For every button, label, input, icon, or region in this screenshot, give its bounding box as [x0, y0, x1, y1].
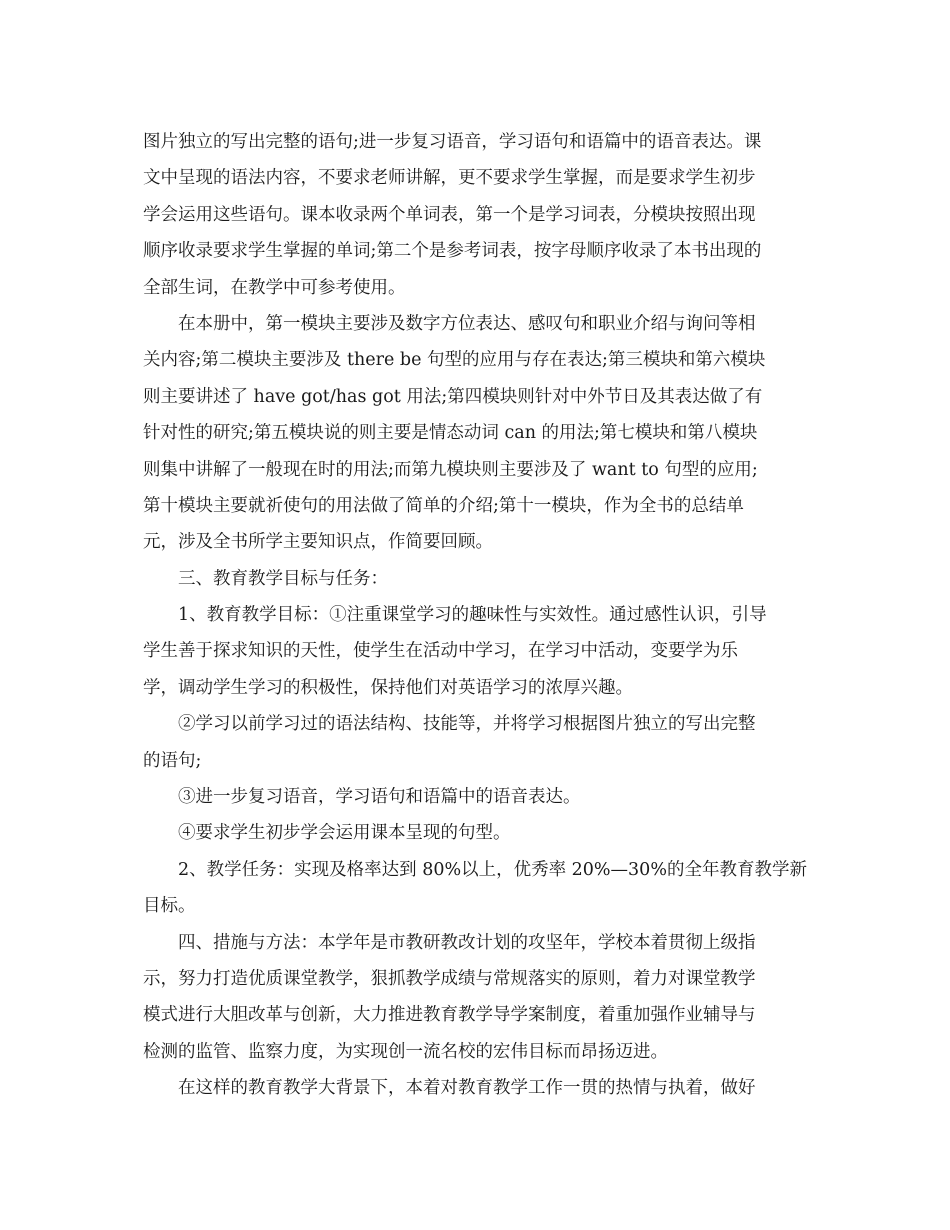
text-line: 图片独立的写出完整的语句;进一步复习语音，学习语句和语篇中的语音表达。课: [143, 132, 762, 152]
text-line: 在这样的教育教学大背景下，本着对教育教学工作一贯的热情与执着，做好: [143, 1078, 756, 1099]
text-line: 1、教育教学目标：①注重课堂学习的趣味性与实效性。通过感性认识，引导: [143, 605, 767, 626]
text-line: ②学习以前学习过的语法结构、技能等，并将学习根据图片独立的写出完整: [143, 714, 756, 735]
text-line: 学，调动学生学习的积极性，保持他们对英语学习的浓厚兴趣。: [143, 677, 633, 698]
text-line: ③进一步复习语音，学习语句和语篇中的语音表达。: [143, 787, 581, 808]
text-line: 2、教学任务：实现及格率达到 80%以上，优秀率 20%—30%的全年教育教学新: [143, 859, 807, 880]
text-line: 顺序收录要求学生掌握的单词;第二个是参考词表，按字母顺序收录了本书出现的: [143, 241, 762, 262]
text-line: 元，涉及全书所学主要知识点，作简要回顾。: [143, 532, 493, 553]
text-line: 检测的监管、监察力度，为实现创一流名校的宏伟目标而昂扬迈进。: [143, 1041, 668, 1062]
document-body: [143, 124, 808, 1107]
text-line: 的语句;: [143, 750, 202, 771]
text-line: 目标。: [143, 896, 196, 917]
text-line: 学会运用这些语句。课本收录两个单词表，第一个是学习词表，分模块按照出现: [143, 204, 756, 225]
text-line: 学生善于探求知识的天性，使学生在活动中学习，在学习中活动，变要学为乐: [143, 641, 738, 662]
text-line: 则集中讲解了一般现在时的用法;而第九模块则主要涉及了 want to 句型的应用;: [143, 459, 758, 480]
text-line: 文中呈现的语法内容，不要求老师讲解，更不要求学生掌握，而是要求学生初步: [143, 168, 756, 189]
text-line: 针对性的研究;第五模块说的则主要是情态动词 can 的用法;第七模块和第八模块: [143, 423, 758, 444]
text-line: 关内容;第二模块主要涉及 there be 句型的应用与存在表达;第三模块和第六模块: [143, 350, 766, 371]
text-line: 在本册中，第一模块主要涉及数字方位表达、感叹句和职业介绍与询问等相: [143, 313, 756, 334]
text-line: 示，努力打造优质课堂教学，狠抓教学成绩与常规落实的原则，着力对课堂教学: [143, 968, 756, 989]
text-line: ④要求学生初步学会运用课本呈现的句型。: [143, 823, 511, 844]
text-line: 四、措施与方法：本学年是市教研教改计划的攻坚年，学校本着贯彻上级指: [143, 932, 756, 953]
text-line: 全部生词，在教学中可参考使用。: [143, 277, 406, 298]
text-line: 模式进行大胆改革与创新，大力推进教育教学导学案制度，着重加强作业辅导与: [143, 1005, 756, 1026]
text-line: 第十模块主要就祈使句的用法做了简单的介绍;第十一模块，作为全书的总结单: [143, 495, 744, 516]
text-line: 则主要讲述了 have got/has got 用法;第四模块则针对中外节日及其表达做了有: [143, 386, 763, 407]
section-heading: 三、教育教学目标与任务：: [143, 568, 388, 589]
